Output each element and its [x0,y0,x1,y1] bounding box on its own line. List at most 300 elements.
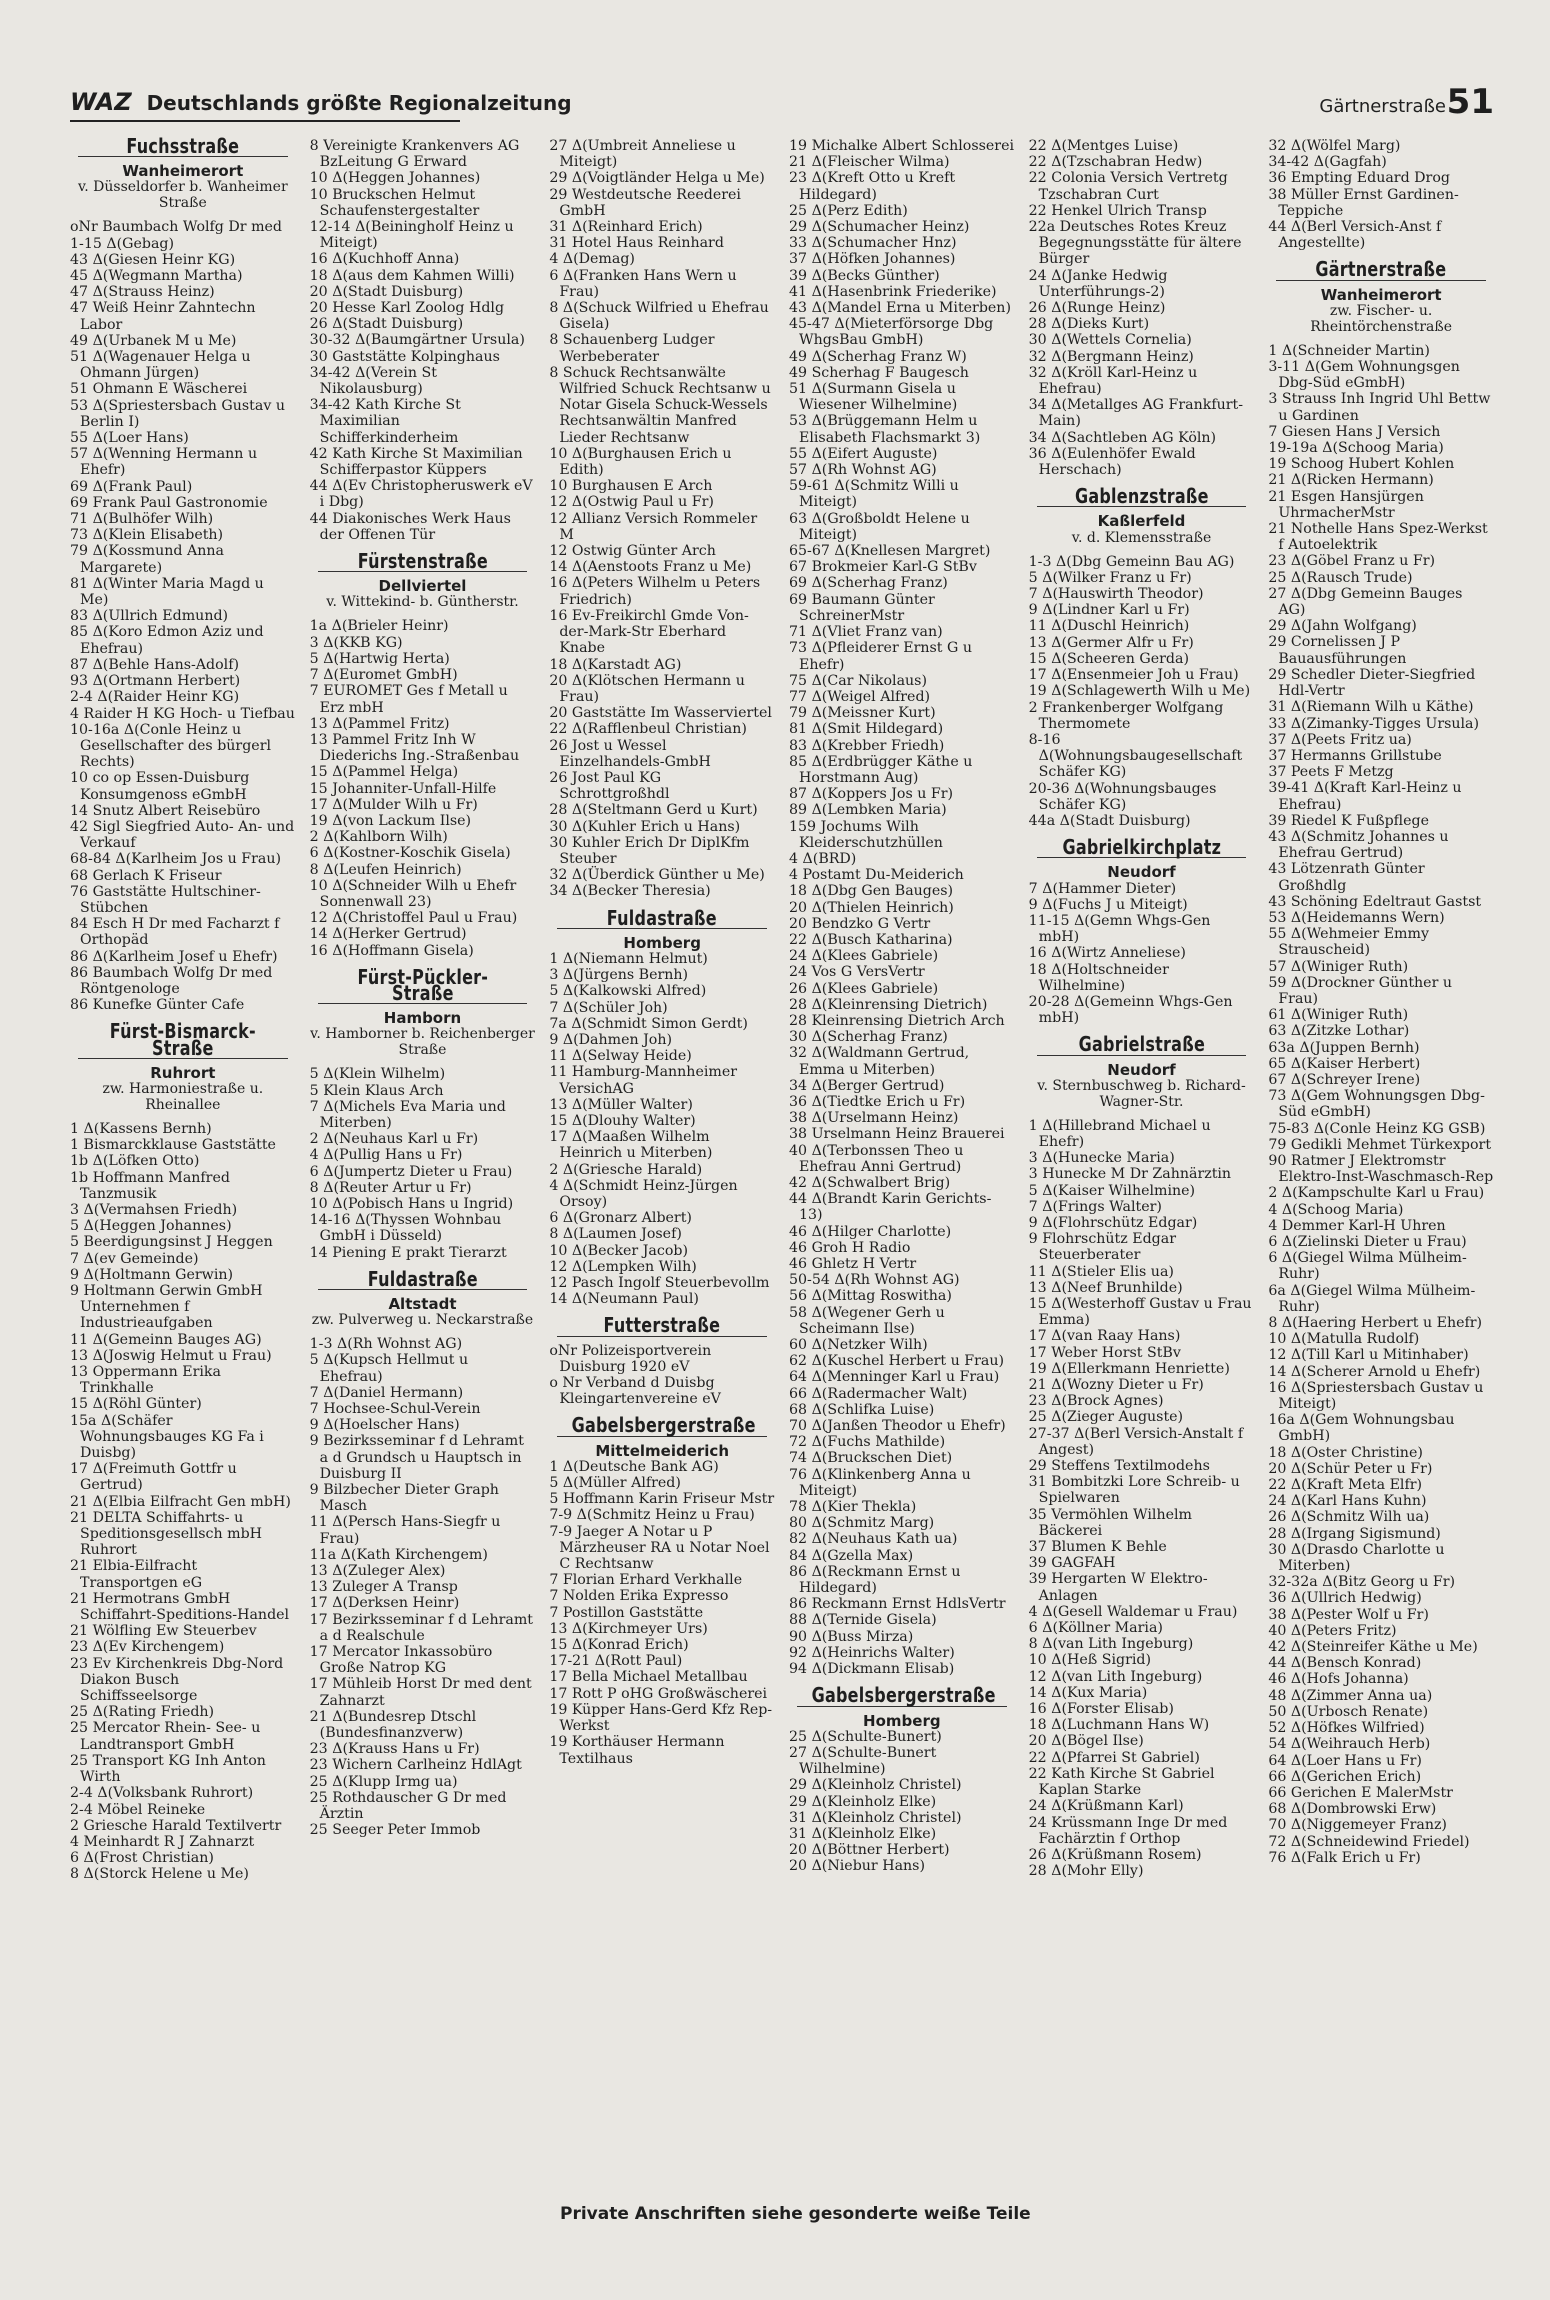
directory-columns [70,130,1494,2210]
address-entry: 7 Δ(Schüler Joh) [549,999,668,1016]
address-entry: 52 Δ(Höfkes Wilfried) [1268,1720,1425,1737]
address-entry: 3 Δ(Jürgens Bernh) [549,967,689,984]
page-number: 51 [1446,82,1494,122]
address-entry: 45-47 Δ(Mieterförsorge Dbg WhgsBau GmbH) [789,316,994,349]
address-entry: 13 Δ(Germer Alfr u Fr) [1028,634,1194,651]
address-entry: 79 Δ(Kossmund Anna Margarete) [70,543,224,576]
address-entry: 69 Δ(Frank Paul) [70,478,193,495]
address-entry: 57 Δ(Winiger Ruth) [1268,958,1409,975]
address-entry: 9 Δ(Holtmann Gerwin) [70,1266,234,1283]
address-entry: 76 Gaststätte Hultschiner-Stübchen [70,883,261,916]
address-entry: o Nr Verband d Duisbg Kleingartenvereine eV [549,1375,721,1408]
address-entry: 72 Δ(Fuchs Mathilde) [789,1434,946,1451]
address-entry: 29 Schedler Dieter-Siegfried Hdl-Vertr [1268,666,1476,700]
address-entry: 29 Δ(Voigtländer Helga u Me) [549,170,765,187]
address-entry: 10 Δ(Heggen Johannes) [309,170,481,187]
address-entry: 8 Δ(Haering Herbert u Ehefr) [1268,1315,1483,1332]
address-entry: 9 Bezirksseminar f d Lehramt a d Grundsch u Hauptsch in Duisburg II [309,1433,524,1482]
address-entry: 44 Δ(Brandt Karin Gerichts-13) [789,1191,992,1224]
address-entry: 19-19a Δ(Schoog Maria) [1268,440,1444,457]
address-entry: 36 Δ(Ullrich Hedwig) [1268,1590,1422,1607]
address-entry: 66 Δ(Gerichen Erich) [1268,1768,1422,1785]
address-entry: 4 Raider H KG Hoch- u Tiefbau [70,705,295,722]
address-entry: 25 Δ(Schulte-Bunert) [789,1728,942,1745]
address-entry: 19 Schoog Hubert Kohlen [1268,456,1455,473]
running-title: Gärtnerstraße [1319,96,1446,117]
address-entry: 42 Kath Kirche St Maximilian Schifferpastor Küppers [309,445,523,479]
address-entry: 12 Ostwig Günter Arch [549,543,716,560]
address-entry: 15 Δ(Scheeren Gerda) [1028,650,1190,667]
address-entry: 7 Giesen Hans J Versich [1268,423,1441,440]
address-entry: 22 Henkel Ulrich Transp [1028,202,1207,219]
address-entry: 8 Δ(Schuck Wilfried u Ehefrau Gisela) [549,300,769,333]
address-entry: 12 Δ(Lempken Wilh) [549,1258,697,1275]
address-entry: 94 Δ(Dickmann Elisab) [789,1661,955,1678]
address-entry: 86 Kunefke Günter Cafe [70,997,245,1014]
address-entry: 17 Bezirksseminar f d Lehramt a d Realschule [309,1611,533,1644]
address-entry: 19 Δ(Ellerkmann Henriette) [1028,1360,1230,1377]
address-entry: 65-67 Δ(Knellesen Margret) [789,543,991,560]
address-entry: 13 Δ(Neef Brunhilde) [1028,1279,1183,1296]
address-entry: 17 Δ(Ensenmeier Joh u Frau) [1028,667,1239,684]
address-entry: 81 Δ(Winter Maria Magd u Me) [70,575,264,609]
address-entry: 4 Δ(Gesell Waldemar u Frau) [1028,1603,1238,1620]
address-entry: 81 Δ(Smit Hildegard) [789,721,944,738]
address-entry: 61 Δ(Winiger Ruth) [1268,1007,1409,1024]
district-name: Homberg [623,933,701,952]
address-entry: 10 co op Essen-Duisburg Konsumgenoss eGmbH [70,770,250,803]
address-entry: 20 Δ(Klötschen Hermann u Frau) [549,672,745,705]
street-section [789,1683,1015,1875]
address-entry: 15 Johanniter-Unfall-Hilfe [309,780,497,797]
address-entry: 3 Δ(KKB KG) [309,634,403,651]
address-entry: 28 Δ(Dieks Kurt) [1028,316,1150,333]
address-entry: 27 Δ(Umbreit Anneliese u Miteigt) [549,138,736,171]
address-entry: 39 Riedel K Fußpflege [1268,812,1430,829]
address-entry: 23 Δ(Kreft Otto u Kreft Hildegard) [789,170,956,203]
district-name: Dellviertel [378,577,467,596]
address-entry: 36 Δ(Tiedtke Erich u Fr) [789,1093,966,1110]
address-entry: 12 Δ(van Lith Ingeburg) [1028,1668,1203,1685]
address-entry: 8-16 Δ(Wohnungsbaugesellschaft Schäfer KG) [1028,731,1243,781]
address-entry: 16a Δ(Gem Wohnungsbau GmbH) [1268,1412,1455,1445]
address-entry: 10 Burghausen E Arch [549,478,713,495]
street-range: v. d. Klemensstraße [1071,529,1212,546]
address-entry: 6 Δ(Gronarz Albert) [549,1210,692,1227]
address-entry: 38 Müller Ernst Gardinen-Teppiche [1268,186,1459,219]
address-entry: 7 Hochsee-Schul-Verein [309,1401,481,1418]
street-title: Futterstraße [603,1313,721,1338]
address-entry: 16 Δ(Peters Wilhelm u Peters Friedrich) [549,575,761,608]
address-entry: 8 Schuck Rechtsanwälte Wilfried Schuck Rechtsanw u Notar Gisela Schuck-Wessels Rechtsanwältin Manfred Lieder Rechtsanw [549,364,771,446]
address-entry: 34-42 Kath Kirche St Maximilian Schifferkinderheim [309,397,461,446]
address-entry: 88 Δ(Ternide Gisela) [789,1612,937,1629]
address-entry: 8 Δ(van Lith Ingeburg) [1028,1636,1194,1653]
address-entry: 68-84 Δ(Karlheim Jos u Frau) [70,851,282,868]
address-entry: 87 Δ(Behle Hans-Adolf) [70,656,239,673]
address-entry: 3-11 Δ(Gem Wohnungsgen Dbg-Süd eGmbH) [1268,359,1460,392]
district-name: Ruhrort [150,1063,216,1082]
address-entry: 82 Δ(Neuhaus Kath ua) [789,1531,958,1548]
address-entry: 89 Δ(Lembken Maria) [789,802,947,819]
address-entry: 30 Kuhler Erich Dr DiplKfm Steuber [549,834,750,867]
street-section [70,134,296,1014]
address-entry: 21 Wölfling Ew Steuerbev [70,1623,257,1640]
address-entry: 66 Δ(Radermacher Walt) [789,1385,968,1402]
address-entry: 29 Steffens Textilmodehs [1028,1458,1210,1475]
address-entry: 35 Vermöhlen Wilhelm Bäckerei [1028,1506,1192,1539]
street-range: zw. Harmoniestraße u. Rheinallee [102,1080,264,1113]
address-entry: 2 Δ(Griesche Harald) [549,1161,703,1178]
address-entry: 4 Demmer Karl-H Uhren [1268,1217,1446,1234]
street-section [309,549,536,959]
address-entry: 1 Δ(Niemann Helmut) [549,950,708,967]
address-entry: 17 Δ(van Raay Hans) [1028,1328,1181,1345]
address-entry: 28 Δ(Steltmann Gerd u Kurt) [549,802,758,819]
address-entry: 13 Δ(Kirchmeyer Urs) [549,1620,708,1637]
street-range: zw. Fischer- u. Rheintörchenstraße [1310,302,1453,335]
district-name: Hamborn [383,1009,462,1028]
address-entry: 7 Δ(ev Gemeinde) [70,1250,199,1267]
address-entry: 53 Δ(Heidemanns Wern) [1268,909,1445,926]
address-entry: 17 Rott P oHG Großwäscherei [549,1685,768,1702]
address-entry: 93 Δ(Ortmann Herbert) [70,673,241,690]
address-entry: 59-61 Δ(Schmitz Willi u Miteigt) [789,478,959,511]
address-entry: 7 Δ(Daniel Hermann) [309,1384,464,1401]
address-entry: 3 Hunecke M Dr Zahnärztin [1028,1166,1232,1183]
address-entry: 14 Snutz Albert Reisebüro [70,802,261,819]
address-entry: 21 Hermotrans GmbH Schiffahrt-Speditions-Handel [70,1590,290,1624]
address-entry: 83 Δ(Ullrich Edmund) [70,608,229,625]
street-title: Fürstenstraße [357,549,488,574]
address-entry: 6 Δ(Kostner-Koschik Gisela) [309,845,511,862]
address-entry: 43 Lötzenrath Günter Großhdlg [1268,861,1425,894]
address-entry: 24 Δ(Klees Gabriele) [789,948,939,965]
address-entry: 44 Δ(Ev Christopheruswerk eV i Dbg) [309,478,533,511]
address-entry: 67 Δ(Schreyer Irene) [1268,1071,1421,1088]
address-entry: 6 Δ(Giegel Wilma Mülheim-Ruhr) [1268,1250,1467,1283]
address-entry: 49 Δ(Urbanek M u Me) [70,332,237,349]
address-entry: 73 Δ(Pfleiderer Ernst G u Ehefr) [789,640,972,673]
street-title: Gabrielstraße [1078,1032,1205,1057]
address-entry: 10-16a Δ(Conle Heinz u Gesellschafter des bürgerl Rechts) [70,721,272,771]
address-entry: 36 Empting Eduard Drog [1268,170,1450,187]
address-entry: 17 Δ(Mulder Wilh u Fr) [309,796,478,813]
address-entry: 44a Δ(Stadt Duisburg) [1028,812,1191,829]
address-entry: 84 Esch H Dr med Facharzt f Orthopäd [70,916,280,949]
address-entry: 6 Δ(Zielinski Dieter u Frau) [1268,1234,1467,1250]
address-entry: 25 Δ(Klupp Irmg ua) [309,1773,458,1790]
address-entry: 9 Δ(Lindner Karl u Fr) [1028,602,1190,619]
address-entry: 6 Δ(Frost Christian) [70,1850,214,1867]
district-name: Neudorf [1107,1060,1176,1079]
address-entry: 27 Δ(Dbg Gemeinn Bauges AG) [1268,585,1463,619]
address-entry: 25 Mercator Rhein- See- u Landtransport GmbH [70,1720,261,1753]
address-entry: 21 Elbia-Eilfracht Transportgen eG [70,1558,203,1591]
address-entry: 10 Δ(Burghausen Erich u Edith) [549,445,732,479]
address-entry: 15 Δ(Röhl Günter) [70,1396,202,1413]
address-entry: 7 Florian Erhard Verkhalle [549,1572,743,1589]
address-entry: 73 Δ(Klein Elisabeth) [70,527,224,544]
street-range: v. Wittekind- b. Güntherstr. [326,594,519,611]
address-entry: 9 Δ(Fuchs J u Miteigt) [1028,896,1188,913]
masthead [70,88,572,116]
address-entry: 8 Schauenberg Ludger Werbeberater [549,332,715,365]
address-entry: 2 Griesche Harald Textilvertr [70,1817,282,1834]
address-entry: 69 Δ(Scherhag Franz) [789,575,948,592]
footer-note: Private Anschriften siehe gesonderte weiße Teile [560,2204,1031,2224]
street-range: v. Sternbuschweg b. Richard-Wagner-Str. [1037,1077,1246,1110]
address-entry: 46 Δ(Hofs Johanna) [1268,1671,1409,1688]
address-entry: 11 Δ(Duschl Heinrich) [1028,618,1190,635]
address-entry: 30 Δ(Drasdo Charlotte u Miterben) [1268,1541,1445,1575]
address-entry: 3 Δ(Hunecke Maria) [1028,1150,1175,1167]
address-entry: 49 Δ(Scherhag Franz W) [789,348,967,365]
address-entry: 31 Δ(Reinhard Erich) [549,219,703,236]
street-title: Gablenzstraße [1074,484,1209,509]
address-entry: 63 Δ(Großboldt Helene u Miteigt) [789,510,970,543]
address-entry: 11 Δ(Stieler Elis ua) [1028,1263,1174,1280]
street-section [310,138,536,543]
address-entry: 11 Δ(Gemeinn Bauges AG) [70,1331,262,1348]
directory-column [1268,130,1494,2210]
address-entry: 10 Δ(Becker Jacob) [549,1242,688,1259]
address-entry: 26 Δ(Klees Gabriele) [789,980,939,997]
address-entry: 57 Δ(Wenning Hermann u Ehefr) [70,446,258,479]
street-title: Gärtnerstraße [1315,257,1447,282]
address-entry: 64 Δ(Loer Hans u Fr) [1268,1752,1422,1769]
address-entry: 7 Δ(Hammer Dieter) [1028,880,1177,897]
address-entry: 20-36 Δ(Wohnungsbauges Schäfer KG) [1028,780,1217,813]
address-entry: 34 Δ(Metallges AG Frankfurt-Main) [1028,397,1243,430]
address-entry: 20 Δ(Niebur Hans) [789,1858,925,1875]
address-entry: 25 Transport KG Inh Anton Wirth [70,1752,266,1786]
address-entry: 54 Δ(Weihrauch Herb) [1268,1736,1431,1753]
address-entry: 31 Hotel Haus Reinhard [549,235,724,252]
address-entry: 32 Δ(Wölfel Marg) [1268,138,1401,154]
address-entry: 5 Klein Klaus Arch [309,1082,444,1099]
street-range: v. Hamborner b. Reichenberger Straße [310,1026,535,1059]
address-entry: 18 Δ(Luchmann Hans W) [1028,1717,1210,1734]
street-title: Fuchsstraße [126,134,240,158]
street-title: Gabrielkirchplatz [1062,835,1221,860]
address-entry: 17 Weber Horst StBv [1028,1344,1181,1361]
address-entry: 19 Küpper Hans-Gerd Kfz Rep-Werkst [549,1701,773,1735]
address-entry: 5 Δ(Müller Alfred) [549,1475,681,1492]
address-entry: 14 Δ(Neumann Paul) [549,1291,699,1308]
address-entry: 5 Δ(Wilker Franz u Fr) [1028,569,1192,586]
address-entry: 46 Δ(Hilger Charlotte) [789,1223,952,1240]
address-entry: 85 Δ(Koro Edmon Aziz und Ehefrau) [70,624,264,657]
address-entry: 17 Mühleib Horst Dr med dent Zahnarzt [309,1676,532,1709]
address-entry: 55 Δ(Wehmeier Emmy Strauscheid) [1268,926,1429,959]
address-entry: 50 Δ(Urbosch Renate) [1268,1703,1429,1720]
address-entry: 48 Δ(Zimmer Anna ua) [1268,1687,1433,1704]
address-entry: 7a Δ(Schmidt Simon Gerdt) [549,1015,748,1032]
district-name: Homberg [863,1711,941,1730]
address-entry: 72 Δ(Schneidewind Friedel) [1268,1833,1470,1850]
newspaper-logo: WAZ [70,88,132,116]
address-entry: 86 Baumbach Wolfg Dr med Röntgenologe [70,964,273,997]
street-section [1029,138,1255,478]
address-entry: 23 Δ(Göbel Franz u Fr) [1268,553,1436,570]
address-entry: 6 Δ(Köllner Maria) [1028,1620,1163,1637]
address-entry: 1a Δ(Brieler Heinr) [309,618,449,635]
address-entry: 45 Δ(Wegmann Martha) [70,268,243,285]
address-entry: 19 Michalke Albert Schlosserei [789,138,1015,154]
address-entry: 33 Δ(Zimanky-Tigges Ursula) [1268,715,1480,732]
address-entry: 21 Δ(Elbia Eilfracht Gen mbH) [70,1493,291,1510]
address-entry: 13 Pammel Fritz Inh W Diederichs Ing.-Straßenbau [309,731,520,765]
address-entry: 67 Brokmeier Karl-G StBv [789,559,977,576]
address-entry: 57 Δ(Rh Wohnst AG) [789,462,937,479]
address-entry: 7 Δ(Euromet GmbH) [309,667,458,684]
street-section [1028,1032,1255,1880]
address-entry: 37 Δ(Peets Fritz ua) [1268,731,1412,748]
address-entry: 36 Δ(Eulenhöfer Ewald Herschach) [1028,445,1196,479]
address-entry: 9 Bilzbecher Dieter Graph Masch [309,1482,499,1515]
address-entry: 8 Δ(Leufen Heinrich) [309,861,462,878]
address-entry: 23 Δ(Brock Agnes) [1028,1393,1164,1410]
address-entry: 71 Δ(Bulhöfer Wilh) [70,511,214,528]
address-entry: 7 EUROMET Ges f Metall u Erz mbH [309,683,508,716]
address-entry: 31 Δ(Kleinholz Elke) [789,1825,937,1842]
directory-column [310,130,536,2210]
address-entry: 49 Scherhag F Baugesch [789,364,969,381]
address-entry: 59 Δ(Drockner Günther u Frau) [1268,974,1453,1007]
address-entry: 75 Δ(Car Nikolaus) [789,672,927,689]
address-entry: 19 Korthäuser Hermann Textilhaus [549,1734,725,1767]
address-entry: 11 Hamburg-Mannheimer VersichAG [549,1064,738,1097]
address-entry: 14 Δ(Aenstoots Franz u Me) [549,559,752,576]
address-entry: 65 Δ(Kaiser Herbert) [1268,1055,1421,1072]
address-entry: 11 Δ(Persch Hans-Siegfr u Frau) [309,1514,501,1547]
address-entry: 16 Δ(Wirtz Anneliese) [1028,945,1186,962]
address-entry: 7-9 Jaeger A Notar u P Märzheuser RA u Notar Noel C Rechtsanw [549,1523,770,1573]
address-entry: 9 Δ(Dahmen Joh) [549,1031,673,1048]
address-entry: 42 Δ(Schwalbert Brig) [789,1175,951,1191]
address-entry: 10 Δ(Matulla Rudolf) [1268,1331,1420,1348]
address-entry: 7 Nolden Erika Expresso [549,1588,729,1605]
address-entry: 21 Δ(Bundesrep Dtschl (Bundesfinanzverw) [309,1708,477,1742]
address-entry: 21 Nothelle Hans Spez-Werkst f Autoelektrik [1268,521,1488,554]
address-entry: 20 Δ(Böttner Herbert) [789,1842,950,1859]
directory-column [789,130,1015,2210]
street-title: Fürst-Bismarck-Straße [109,1019,256,1060]
address-entry: 37 Peets F Metzg [1268,764,1394,781]
address-entry: 70 Δ(Niggemeyer Franz) [1268,1817,1447,1834]
address-entry: 10 Δ(Schneider Wilh u Ehefr Sonnenwall 23) [309,877,517,910]
address-entry: 29 Δ(Kleinholz Christel) [789,1777,962,1794]
address-entry: 33 Δ(Schumacher Hnz) [789,235,957,252]
address-entry: 39 GAGFAH [1028,1555,1116,1572]
address-entry: 22a Deutsches Rotes Kreuz Begegnungsstätte für ältere Bürger [1028,219,1242,268]
address-entry: 83 Δ(Krebber Friedh) [789,737,945,754]
address-entry: 4 Δ(Schoog Maria) [1268,1201,1404,1218]
address-entry: 1-3 Δ(Rh Wohnst AG) [309,1336,463,1353]
address-entry: 38 Urselmann Heinz Brauerei [789,1126,1005,1143]
address-entry: 1 Δ(Hillebrand Michael u Ehefr) [1028,1117,1211,1150]
street-title: Fürst-Pückler-Straße [357,964,488,1005]
address-entry: 43 Schöning Edeltraut Gastst [1268,893,1482,910]
address-entry: 32 Δ(Bergmann Heinz) [1028,348,1194,365]
address-entry: 19 Δ(Schlagewerth Wilh u Me) [1028,683,1251,700]
address-entry: 30-32 Δ(Baumgärtner Ursula) [309,332,525,349]
address-entry: 7 Δ(Michels Eva Maria und Miterben) [309,1098,506,1131]
address-entry: 7-9 Δ(Schmitz Heinz u Frau) [549,1507,755,1524]
address-entry: 1b Hoffmann Manfred Tanzmusik [70,1169,230,1202]
address-entry: 14 Δ(Herker Gertrud) [309,926,467,943]
address-entry: 5 Hoffmann Karin Friseur Mstr [549,1491,775,1508]
address-entry: 11a Δ(Kath Kirchengem) [309,1546,488,1563]
address-entry: 75-83 Δ(Conle Heinz KG GSB) [1268,1120,1486,1137]
address-entry: 4 Δ(Schmidt Heinz-Jürgen Orsoy) [549,1177,738,1210]
address-entry: 2-4 Δ(Raider Heinr KG) [70,689,240,706]
address-entry: 13 Δ(Pammel Fritz) [309,715,450,732]
address-entry: 5 Δ(Klein Wilhelm) [309,1066,446,1083]
address-entry: 12-14 Δ(Beiningholf Heinz u Miteigt) [309,219,514,252]
address-entry: 51 Δ(Surmann Gisela u Wiesener Wilhelmine) [789,381,958,414]
address-entry: 55 Δ(Loer Hans) [70,430,189,447]
address-entry: 86 Δ(Reckmann Ernst u Hildegard) [789,1563,961,1597]
address-entry: 6a Δ(Giegel Wilma Mülheim-Ruhr) [1268,1282,1476,1315]
address-entry: 31 Δ(Kleinholz Christel) [789,1809,962,1826]
address-entry: 3 Δ(Vermahsen Friedh) [70,1201,238,1218]
address-entry: 9 Δ(Hoelscher Hans) [309,1417,460,1434]
address-entry: 80 Δ(Schmitz Marg) [789,1515,935,1532]
address-entry: 20 Hesse Karl Zoolog Hdlg [309,300,505,317]
address-entry: 84 Δ(Gzella Max) [789,1547,914,1564]
address-entry: 12 Δ(Ostwig Paul u Fr) [549,494,714,511]
address-entry: 9 Flohrschütz Edgar Steuerberater [1028,1231,1176,1264]
address-entry: 71 Δ(Vliet Franz van) [789,624,943,641]
masthead-rule [70,120,460,122]
address-entry: 43 Δ(Mandel Erna u Miterben) [789,300,1011,317]
address-entry: 12 Δ(Till Karl u Mitinhaber) [1268,1347,1469,1364]
address-entry: 19 Δ(von Lackum Ilse) [309,812,472,829]
address-entry: 29 Cornelissen J P Bauausführungen [1268,634,1407,667]
address-entry: 51 Δ(Wagenauer Helga u Ohmann Jürgen) [70,349,251,382]
address-entry: 6 Δ(Franken Hans Wern u Frau) [549,267,737,300]
address-entry: 87 Δ(Koppers Jos u Fr) [789,786,954,803]
address-entry: 24 Δ(Krüßmann Karl) [1028,1798,1184,1815]
address-entry: 22 Δ(Pfarrei St Gabriel) [1028,1749,1200,1766]
address-entry: 20 Δ(Stadt Duisburg) [309,283,464,300]
address-entry: 17 Δ(Derksen Heinr) [309,1595,460,1612]
address-entry: 25 Δ(Perz Edith) [789,202,908,219]
address-entry: 21 Δ(Wozny Dieter u Fr) [1028,1377,1204,1394]
masthead-tagline: Deutschlands größte Regionalzeitung [146,91,572,115]
address-entry: 23 Wichern Carlheinz HdlAgt [309,1757,522,1774]
address-entry: 10 Δ(Heß Sigrid) [1028,1652,1152,1669]
address-entry: 20 Δ(Bögel Ilse) [1028,1733,1144,1750]
address-entry: 5 Δ(Hartwig Herta) [309,650,450,667]
address-entry: 30 Δ(Scherhag Franz) [789,1029,948,1046]
address-entry: 74 Δ(Bruckschen Diet) [789,1450,953,1467]
address-entry: 14 Δ(Scherer Arnold u Ehefr) [1268,1363,1481,1380]
address-entry: 46 Ghletz H Vertr [789,1256,917,1273]
address-entry: 34 Δ(Berger Gertrud) [789,1077,945,1094]
address-entry: 62 Δ(Kuschel Herbert u Frau) [789,1353,1005,1370]
address-entry: 44 Diakonisches Werk Haus der Offenen Tür [309,510,511,543]
street-title: Fuldastraße [607,905,718,930]
street-section [309,1266,536,1839]
street-section [70,1019,296,1883]
address-entry: 8 Δ(Storck Helene u Me) [70,1866,249,1883]
address-entry: 86 Reckmann Ernst HdlsVertr [789,1596,1006,1613]
street-section [549,1313,775,1408]
address-entry: 7 Δ(Hauswirth Theodor) [1028,586,1204,603]
